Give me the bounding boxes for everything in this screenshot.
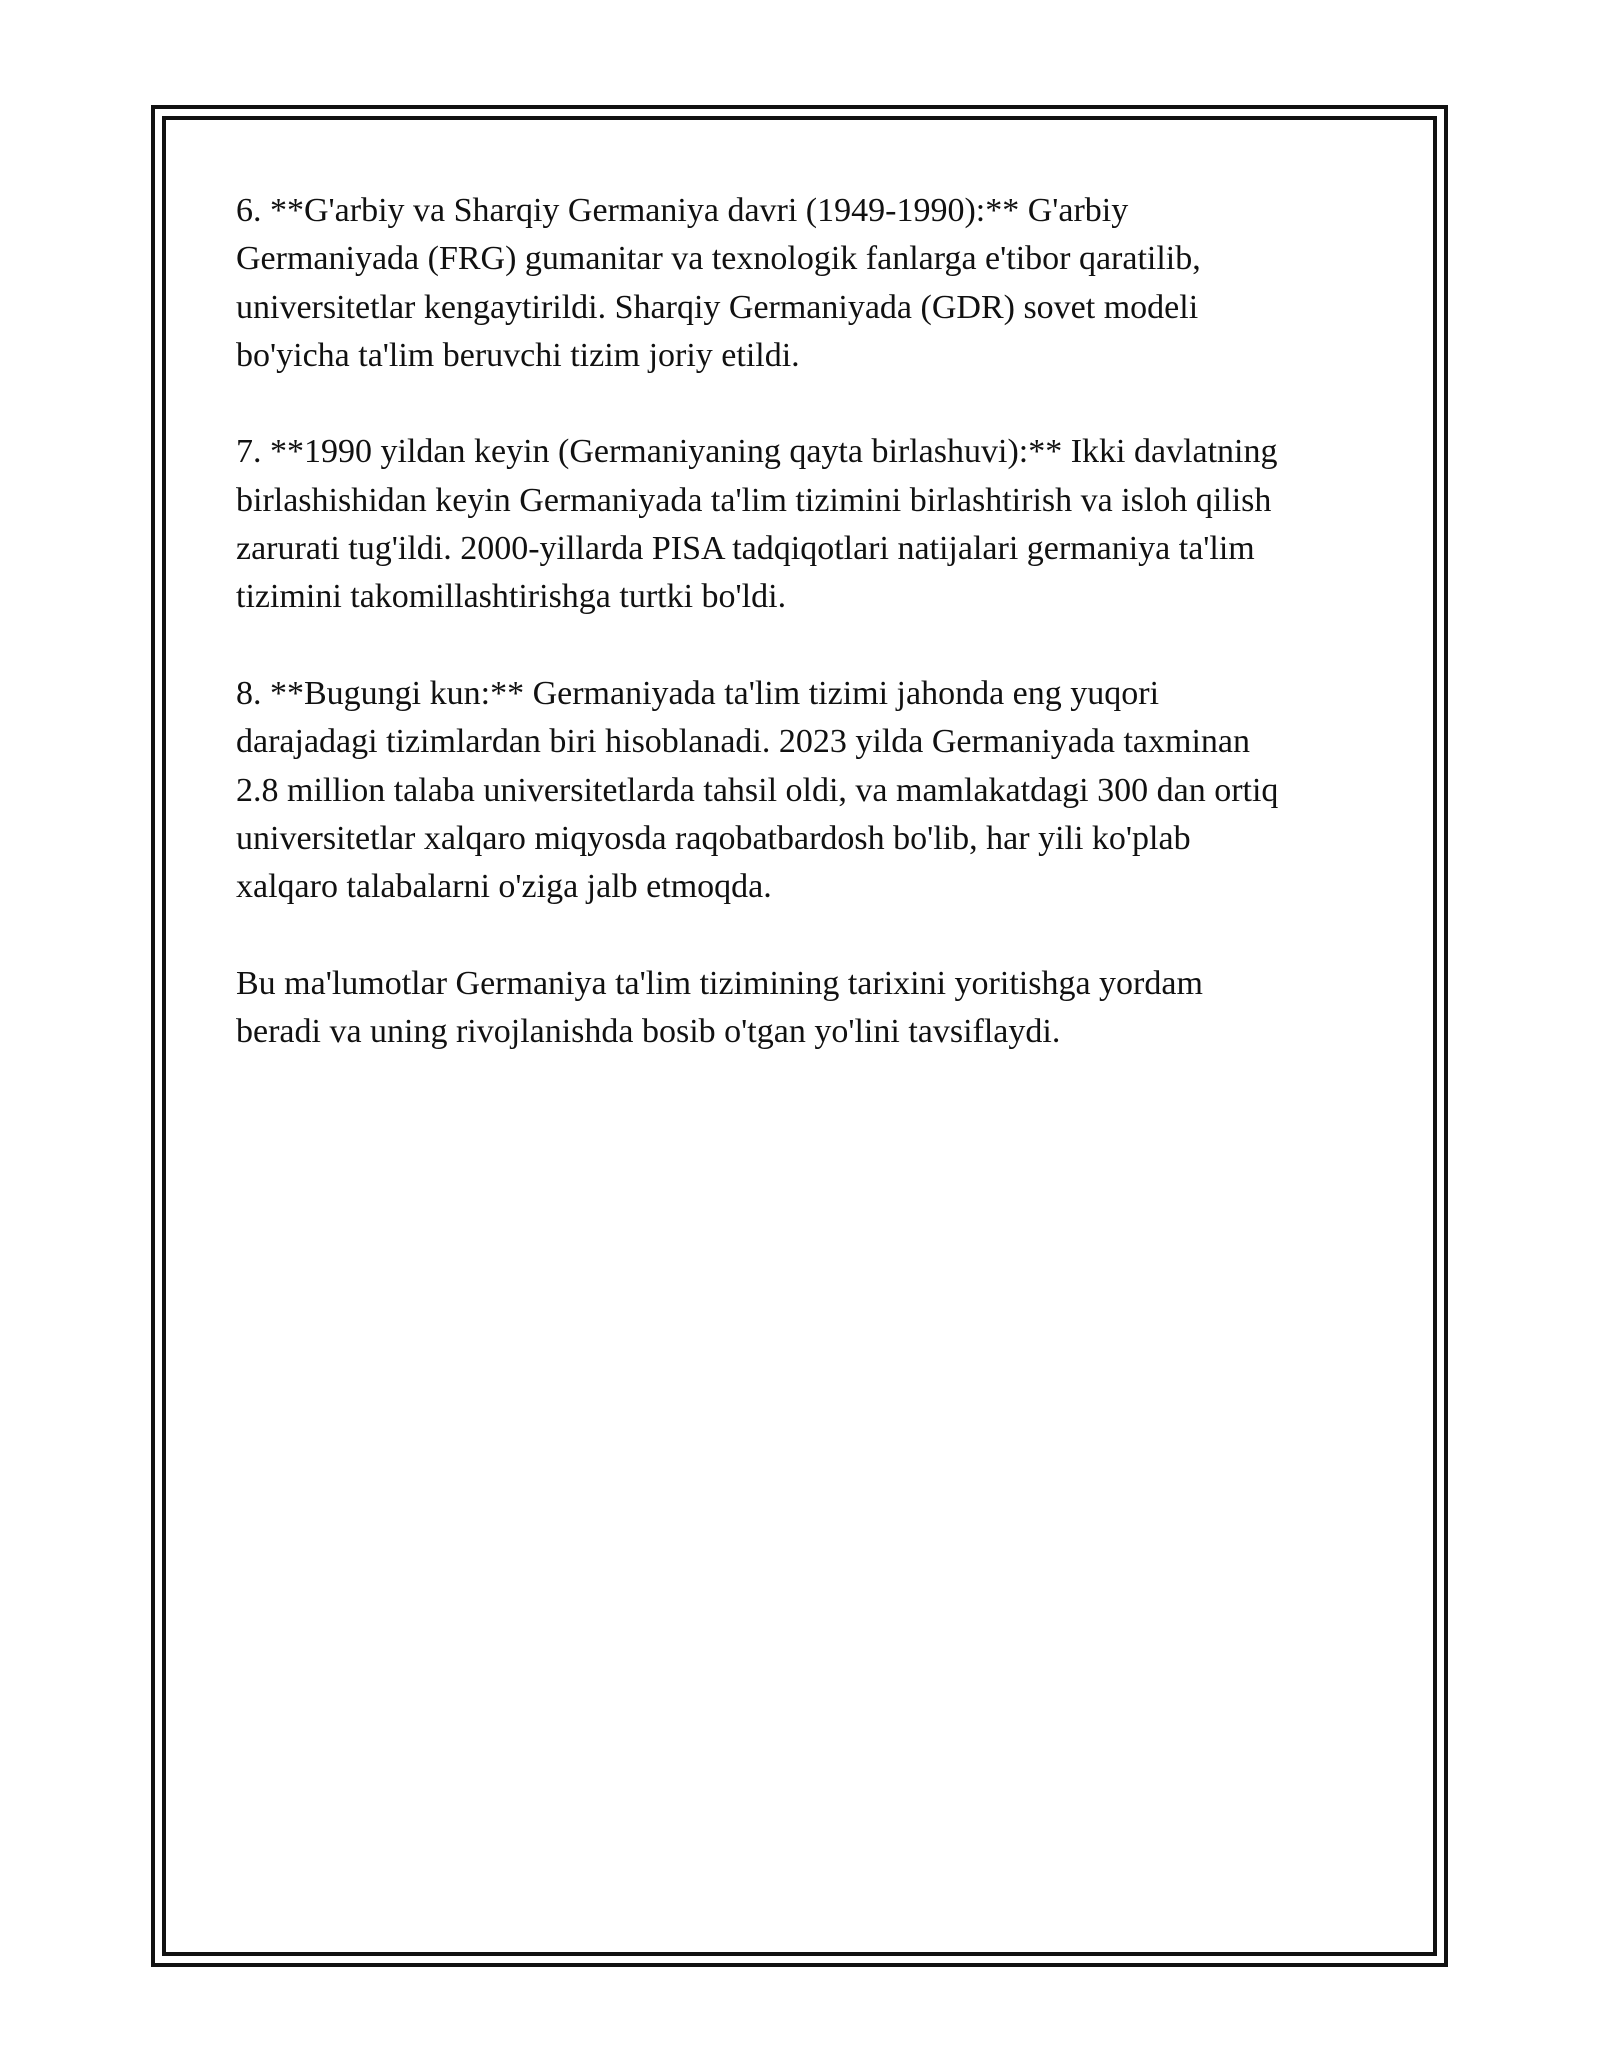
- text-line: universitetlar kengaytirildi. Sharqiy Germaniyada (GDR) sovet modeli: [236, 288, 1199, 326]
- text-line: 2.8 million talaba universitetlarda tahsil oldi, va mamlakatdagi 300 dan ortiq: [236, 771, 1279, 809]
- document-body: [236, 187, 1366, 1105]
- paragraph-west-east-germany: [236, 187, 1366, 380]
- text-line: beradi va uning rivojlanishda bosib o'tgan yo'lini tavsiflaydi.: [236, 1013, 1061, 1051]
- text-line: Bu ma'lumotlar Germaniya ta'lim tizimining tarixini yoritishga yordam: [236, 964, 1203, 1002]
- text-line: darajadagi tizimlardan biri hisoblanadi. 2023 yilda Germaniyada taxminan: [236, 723, 1251, 761]
- paragraph-conclusion: [236, 960, 1366, 1057]
- paragraph-today: [236, 670, 1366, 911]
- text-line: 7. **1990 yildan keyin (Germaniyaning qayta birlashuvi):** Ikki davlatning: [236, 433, 1278, 471]
- paragraph-after-1990: [236, 428, 1366, 621]
- text-line: bo'yicha ta'lim beruvchi tizim joriy etildi.: [236, 336, 800, 374]
- text-line: 6. **G'arbiy va Sharqiy Germaniya davri (1949-1990):** G'arbiy: [236, 192, 1129, 229]
- text-line: xalqaro talabalarni o'ziga jalb etmoqda.: [236, 868, 772, 906]
- text-line: birlashishidan keyin Germaniyada ta'lim tizimini birlashtirish va isloh qilish: [236, 481, 1272, 519]
- text-line: 8. **Bugungi kun:** Germaniyada ta'lim tizimi jahonda eng yuqori: [236, 674, 1160, 712]
- text-line: universitetlar xalqaro miqyosda raqobatbardosh bo'lib, har yili ko'plab: [236, 819, 1191, 857]
- text-line: zarurati tug'ildi. 2000-yillarda PISA tadqiqotlari natijalari germaniya ta'lim: [236, 530, 1255, 568]
- text-line: Germaniyada (FRG) gumanitar va texnologik fanlarga e'tibor qaratilib,: [236, 240, 1201, 278]
- text-line: tizimini takomillashtirishga turtki bo'ldi.: [236, 578, 787, 616]
